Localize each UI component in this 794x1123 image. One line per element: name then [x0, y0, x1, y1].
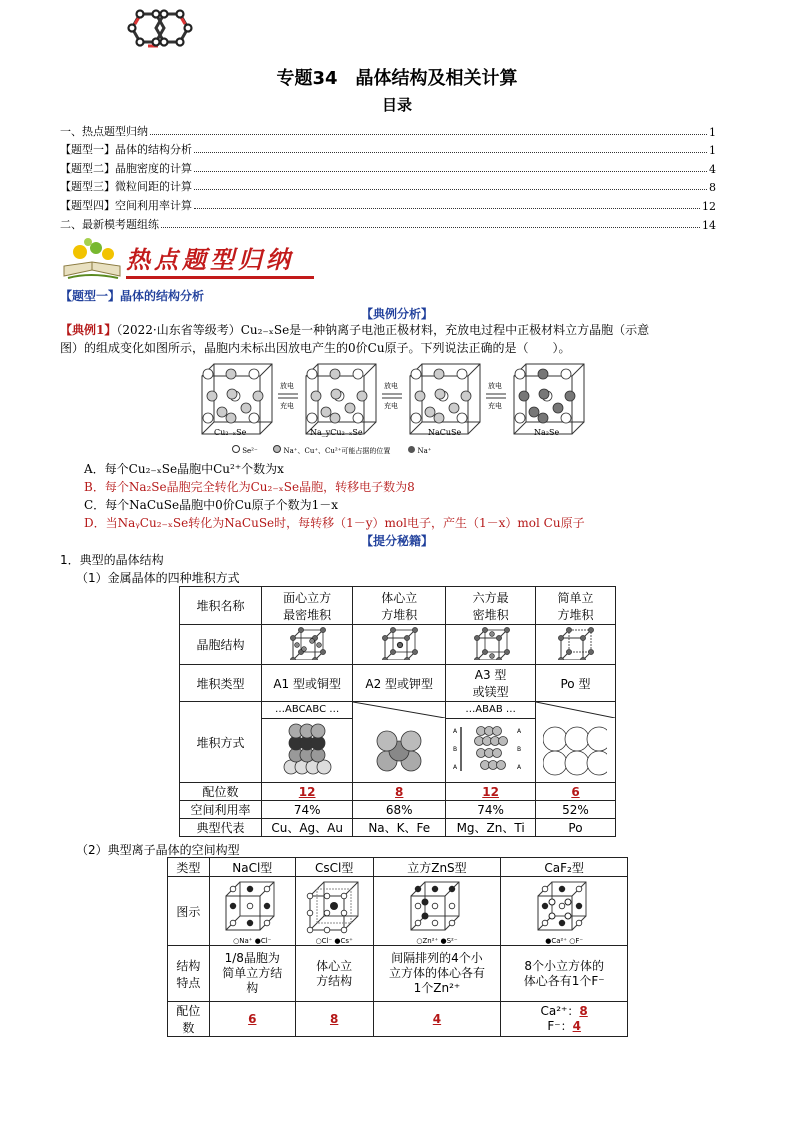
sc-cube-icon	[555, 626, 595, 660]
feat-nacl: 1/8晶胞为 简单立方结 构	[209, 946, 295, 1002]
page-title: 专题34 晶体结构及相关计算	[276, 68, 518, 89]
metal-row-mode: 堆积方式	[180, 702, 262, 783]
toc-page: 4	[709, 162, 716, 176]
util-fcc: 74%	[262, 801, 353, 819]
option-a: A．每个Cu₂₋ₓSe晶胞中Cu²⁺个数为x	[84, 462, 284, 476]
type-bcc: A2 型或钾型	[353, 665, 446, 702]
option-d: D．当NaᵧCu₂₋ₓSe转化为NaCuSe时，每转移（1－y）mol电子，产生（1－x）mol Cu原子	[84, 516, 585, 530]
util-hcp: 74%	[446, 801, 536, 819]
svg-text:A: A	[452, 764, 457, 771]
toc-row[interactable]	[60, 213, 716, 232]
bcc-cube-icon	[379, 626, 419, 660]
toc-label: 【题型一】晶体的结构分析	[60, 143, 192, 157]
heading-ionic-crystals: （2）典型离子晶体的空间构型	[76, 843, 240, 857]
lattice-cell-figure	[202, 364, 272, 434]
example-text-1: （2022·山东省等级考）Cu₂₋ₓSe是一种钠离子电池正极材料，充放电过程中正极材料立方晶胞（示意	[116, 323, 650, 337]
tips-header: 【提分秘籍】	[360, 534, 433, 548]
caf2-legend: ●Ca²⁺ ○F⁻	[545, 936, 584, 945]
nacl-legend: ○Na⁺ ●Cl⁻	[233, 936, 272, 945]
toc-row[interactable]	[60, 157, 716, 176]
mode-hcp	[446, 702, 536, 783]
arrow-label-charge: 充电	[488, 402, 502, 410]
figure-legend	[232, 445, 592, 456]
ion-cn-caf2	[501, 1002, 628, 1037]
svg-text:A: A	[452, 728, 457, 735]
toc-leader	[194, 189, 707, 190]
arrow-label-discharge: 放电	[280, 382, 294, 390]
hcp-cell-figure	[446, 625, 536, 665]
fig-label-1: Cu₂₋ₓSe	[214, 428, 247, 437]
toc-leader	[194, 171, 707, 172]
legend-positions: Na⁺、Cu⁺、Cu²⁺可能占据的位置	[283, 447, 391, 455]
ion-name-zns: 立方ZnS型	[373, 858, 501, 877]
ion-cn-cscl: 8	[295, 1002, 373, 1037]
fcc-cube-icon	[287, 626, 327, 660]
section-heading: 【题型一】晶体的结构分析	[60, 289, 205, 303]
metal-name-bcc: 体心立 方堆积	[353, 587, 446, 625]
cn-bcc: 8	[353, 783, 446, 801]
metal-name-fcc: 面心立方 最密堆积	[262, 587, 353, 625]
abc-stack-icon	[277, 719, 337, 777]
mode-hcp-label: …ABAB …	[446, 702, 535, 719]
cn-hcp: 12	[446, 783, 536, 801]
caf2-figure	[501, 877, 628, 946]
mode-fcc	[262, 702, 353, 783]
lattice-cell-figure	[410, 364, 480, 434]
cn-f-value: 4	[572, 1019, 581, 1033]
option-b: B．每个Na₂Se晶胞完全转化为Cu₂₋ₓSe晶胞，转移电子数为8	[84, 480, 415, 494]
ion-name-nacl: NaCl型	[209, 858, 295, 877]
example-header: 【典例分析】	[360, 307, 433, 321]
toc-leader	[194, 208, 700, 209]
heading-metal-packing: （1）金属晶体的四种堆积方式	[76, 571, 240, 585]
arrow-label-discharge: 放电	[384, 382, 398, 390]
banner-underline	[126, 276, 314, 279]
toc-label: 【题型二】晶胞密度的计算	[60, 161, 192, 175]
cscl-figure	[295, 877, 373, 946]
ion-name-caf2: CaF₂型	[501, 858, 628, 877]
ion-cn-nacl: 6	[209, 1002, 295, 1037]
heading-typical-structures: 1．典型的晶体结构	[60, 553, 164, 567]
cscl-lattice-icon	[304, 878, 364, 934]
bcc-cell-figure	[353, 625, 446, 665]
ion-row-cn: 配位 数	[168, 1002, 210, 1037]
rep-sc: Po	[535, 819, 615, 837]
example-text-2: 图）的组成变化如图所示，晶胞内未标出因放电产生的0价Cu原子。下列说法正确的是（ ）。	[60, 341, 571, 355]
table-of-contents	[60, 120, 716, 232]
type-hcp: A3 型 或镁型	[446, 665, 536, 702]
mode-fcc-label: …ABCABC …	[262, 702, 352, 719]
open-book-icon	[60, 236, 126, 282]
arrow-label-charge: 充电	[280, 402, 294, 410]
ionic-crystal-table	[167, 857, 628, 1037]
toc-leader	[194, 152, 707, 153]
cn-f-label: F⁻：	[547, 1019, 573, 1033]
legend-na: Na⁺	[417, 447, 432, 455]
zns-figure	[373, 877, 501, 946]
rep-hcp: Mg、Zn、Ti	[446, 819, 536, 837]
type-fcc: A1 型或铜型	[262, 665, 353, 702]
ion-cn-zns: 4	[373, 1002, 501, 1037]
bcc-stack-icon	[369, 721, 429, 779]
toc-label: 【题型三】微粒间距的计算	[60, 180, 192, 194]
metal-row-cell: 晶胞结构	[180, 625, 262, 665]
cscl-legend: ○Cl⁻ ●Cs⁺	[315, 936, 353, 945]
toc-label: 二、最新模考题组练	[60, 217, 159, 231]
metal-row-util: 空间利用率	[180, 801, 262, 819]
toc-page: 1	[709, 144, 716, 158]
svg-text:B: B	[516, 746, 521, 753]
fig-label-2: Na_yCu₂₋ₓSe	[310, 428, 363, 437]
fcc-cell-figure	[262, 625, 353, 665]
toc-row[interactable]	[60, 176, 716, 195]
cn-fcc: 12	[262, 783, 353, 801]
feat-caf2: 8个小立方体的 体心各有1个F⁻	[501, 946, 628, 1002]
ion-col-header: 类型	[168, 858, 210, 877]
toc-page: 14	[702, 218, 716, 232]
util-bcc: 68%	[353, 801, 446, 819]
metal-row-rep: 典型代表	[180, 819, 262, 837]
metal-name-sc: 简单立 方堆积	[535, 587, 615, 625]
toc-row[interactable]	[60, 194, 716, 213]
nacl-figure	[209, 877, 295, 946]
cn-ca-label: Ca²⁺：	[540, 1004, 580, 1018]
arrow-label-charge: 充电	[384, 402, 398, 410]
metal-row-type: 堆积类型	[180, 665, 262, 702]
arrow-label-discharge: 放电	[488, 382, 502, 390]
metal-row-cn: 配位数	[180, 783, 262, 801]
sc-stack-icon	[543, 721, 607, 779]
toc-leader	[161, 227, 700, 228]
feat-zns: 间隔排列的4个小 立方体的体心各有 1个Zn²⁺	[373, 946, 501, 1002]
cn-sc: 6	[535, 783, 615, 801]
svg-text:A: A	[516, 728, 521, 735]
svg-text:B: B	[452, 746, 457, 753]
nacl-lattice-icon	[220, 878, 284, 934]
util-sc: 52%	[535, 801, 615, 819]
metal-col-header: 堆积名称	[180, 587, 262, 625]
rep-bcc: Na、K、Fe	[353, 819, 446, 837]
option-c: C．每个NaCuSe晶胞中0价Cu原子个数为1－x	[84, 498, 339, 512]
ion-name-cscl: CsCl型	[295, 858, 373, 877]
toc-page: 12	[702, 199, 716, 213]
fig-label-4: Na₂Se	[534, 428, 560, 437]
lattice-cell-figure	[306, 364, 376, 434]
lattice-cell-figure	[514, 364, 584, 434]
rep-fcc: Cu、Ag、Au	[262, 819, 353, 837]
toc-title: 目录	[381, 96, 412, 114]
example-label: 【典例1】	[60, 323, 117, 337]
toc-page: 8	[709, 181, 716, 195]
hot-topics-banner	[60, 236, 316, 282]
toc-page: 1	[709, 125, 716, 139]
diag-line	[353, 702, 445, 718]
figure-labels	[200, 428, 600, 444]
metal-name-hcp: 六方最 密堆积	[446, 587, 536, 625]
toc-label: 一、热点题型归纳	[60, 124, 148, 138]
feat-cscl: 体心立 方结构	[295, 946, 373, 1002]
metal-packing-table	[179, 586, 616, 837]
ion-row-feat: 结构 特点	[168, 946, 210, 1002]
legend-se: Se²⁻	[242, 447, 258, 455]
naphthalene-logo-icon	[122, 0, 194, 58]
hcp-prism-icon	[471, 626, 511, 660]
cn-ca-value: 8	[579, 1004, 588, 1018]
zns-lattice-icon	[405, 878, 469, 934]
caf2-lattice-icon	[532, 878, 596, 934]
toc-row[interactable]	[60, 139, 716, 158]
ion-row-fig: 图示	[168, 877, 210, 946]
fig-label-3: NaCuSe	[428, 428, 462, 437]
toc-leader	[150, 134, 707, 135]
example-paragraph	[60, 321, 740, 357]
toc-label: 【题型四】空间利用率计算	[60, 198, 192, 212]
zns-legend: ○Zn²⁺ ●S²⁻	[416, 936, 458, 945]
diag-line	[536, 702, 615, 718]
abab-stack-icon	[451, 719, 531, 777]
type-sc: Po 型	[535, 665, 615, 702]
sc-cell-figure	[535, 625, 615, 665]
toc-row[interactable]	[60, 120, 716, 139]
banner-title: 热点题型归纳	[126, 245, 294, 274]
svg-text:A: A	[516, 764, 521, 771]
mode-sc	[535, 702, 615, 783]
mode-bcc	[353, 702, 446, 783]
